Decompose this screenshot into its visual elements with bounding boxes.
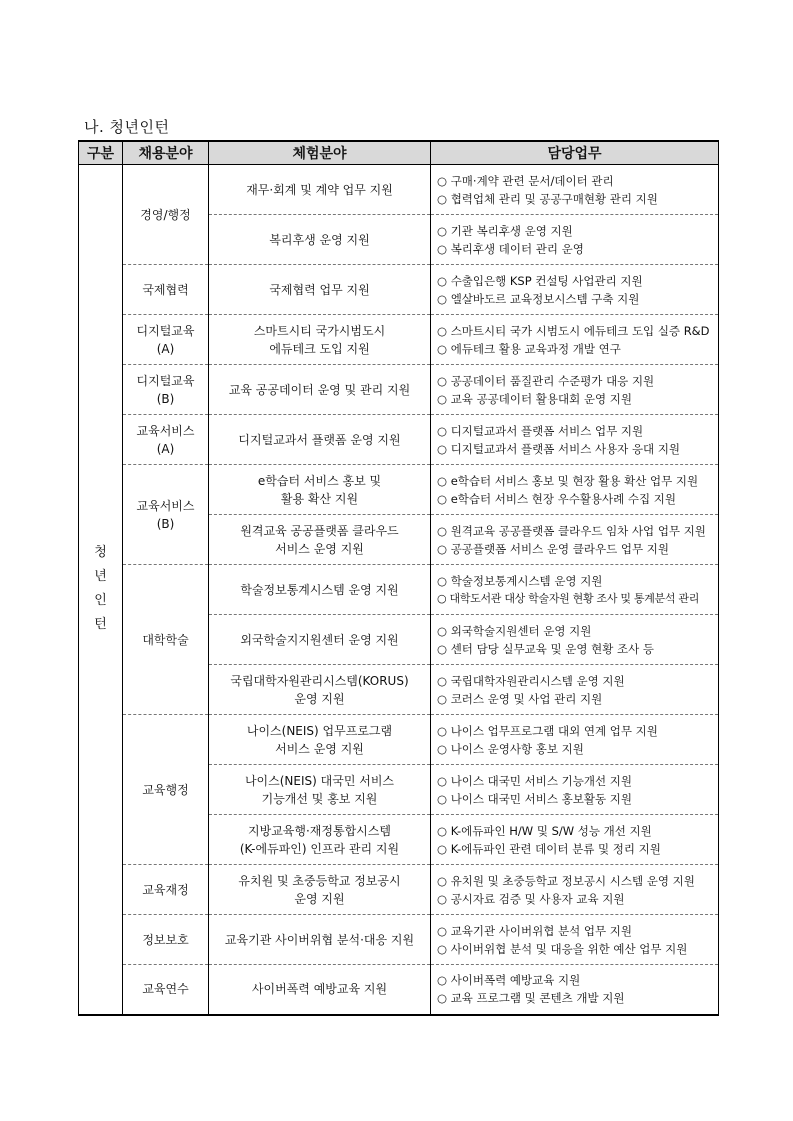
field-cell: 스마트시티 국가시범도시 에듀테크 도입 지원 bbox=[209, 315, 431, 365]
table-row bbox=[79, 465, 719, 515]
field-cell: 국제협력 업무 지원 bbox=[209, 265, 431, 315]
table-row bbox=[79, 165, 719, 215]
table-row bbox=[79, 715, 719, 765]
field-cell: 교육 공공데이터 운영 및 관리 지원 bbox=[209, 365, 431, 415]
field-cell: e학습터 서비스 홍보 및 활용 확산 지원 bbox=[209, 465, 431, 515]
category-cell: 교육재정 bbox=[123, 865, 209, 915]
category-cell: 대학학술 bbox=[123, 565, 209, 715]
duty-cell: ○ 공공데이터 품질관리 수준평가 대응 지원 ○ 교육 공공데이터 활용대회 운영 지원 bbox=[431, 365, 719, 415]
category-cell: 교육서비스 (A) bbox=[123, 415, 209, 465]
field-cell: 나이스(NEIS) 업무프로그램 서비스 운영 지원 bbox=[209, 715, 431, 765]
table-row bbox=[79, 565, 719, 615]
duty-cell: ○ 디지털교과서 플랫폼 서비스 업무 지원 ○ 디지털교과서 플랫폼 서비스 사용자 응대 지원 bbox=[431, 415, 719, 465]
duty-cell: ○ 유치원 및 초중등학교 정보공시 시스템 운영 지원 ○ 공시자료 검증 및 사용자 교육 지원 bbox=[431, 865, 719, 915]
duty-cell: ○ 사이버폭력 예방교육 지원 ○ 교육 프로그램 및 콘텐츠 개발 지원 bbox=[431, 965, 719, 1015]
field-cell: 재무·회계 및 계약 업무 지원 bbox=[209, 165, 431, 215]
table-row bbox=[79, 965, 719, 1015]
field-cell: 나이스(NEIS) 대국민 서비스 기능개선 및 홍보 지원 bbox=[209, 765, 431, 815]
category-cell: 디지털교육 (B) bbox=[123, 365, 209, 415]
duty-cell: ○ K-에듀파인 H/W 및 S/W 성능 개선 지원 ○ K-에듀파인 관련 데이터 분류 및 정리 지원 bbox=[431, 815, 719, 865]
duty-cell: ○ 나이스 대국민 서비스 기능개선 지원 ○ 나이스 대국민 서비스 홍보활동 지원 bbox=[431, 765, 719, 815]
field-cell: 원격교육 공공플랫폼 클라우드 서비스 운영 지원 bbox=[209, 515, 431, 565]
header-category: 채용분야 bbox=[123, 141, 209, 165]
table-row bbox=[79, 865, 719, 915]
table-row bbox=[79, 415, 719, 465]
category-cell: 디지털교육 (A) bbox=[123, 315, 209, 365]
duty-cell: ○ 학술정보통계시스템 운영 지원 ○ 대학도서관 대상 학술자원 현황 조사 및 통계분석 관리 bbox=[431, 565, 719, 615]
group-char: 청 bbox=[94, 545, 107, 561]
duty-cell: ○ 나이스 업무프로그램 대외 연계 업무 지원 ○ 나이스 운영사항 홍보 지원 bbox=[431, 715, 719, 765]
category-cell: 교육연수 bbox=[123, 965, 209, 1015]
duty-cell: ○ 국립대학자원관리시스템 운영 지원 ○ 코러스 운영 및 사업 관리 지원 bbox=[431, 665, 719, 715]
category-cell: 경영/행정 bbox=[123, 165, 209, 265]
table-row bbox=[79, 915, 719, 965]
table-row bbox=[79, 265, 719, 315]
field-cell: 복리후생 운영 지원 bbox=[209, 215, 431, 265]
table-row bbox=[79, 315, 719, 365]
field-cell: 교육기관 사이버위협 분석·대응 지원 bbox=[209, 915, 431, 965]
section-title: 나. 청년인턴 bbox=[84, 118, 170, 136]
category-cell: 교육행정 bbox=[123, 715, 209, 865]
intern-table bbox=[78, 140, 719, 1016]
duty-cell: ○ 외국학술지원센터 운영 지원 ○ 센터 담당 실무교육 및 운영 현황 조사 등 bbox=[431, 615, 719, 665]
category-cell: 국제협력 bbox=[123, 265, 209, 315]
group-cell bbox=[79, 165, 123, 1015]
header-group: 구분 bbox=[79, 141, 123, 165]
field-cell: 디지털교과서 플랫폼 운영 지원 bbox=[209, 415, 431, 465]
duty-cell: ○ 기관 복리후생 운영 지원 ○ 복리후생 데이터 관리 운영 bbox=[431, 215, 719, 265]
field-cell: 유치원 및 초중등학교 정보공시 운영 지원 bbox=[209, 865, 431, 915]
table-row bbox=[79, 365, 719, 415]
group-char: 인 bbox=[94, 593, 107, 609]
duty-cell: ○ 구매·계약 관련 문서/데이터 관리 ○ 협력업체 관리 및 공공구매현황 관리 지원 bbox=[431, 165, 719, 215]
duty-cell: ○ 스마트시티 국가 시범도시 에듀테크 도입 실증 R&D ○ 에듀테크 활용 교육과정 개발 연구 bbox=[431, 315, 719, 365]
field-cell: 학술정보통계시스템 운영 지원 bbox=[209, 565, 431, 615]
category-cell: 교육서비스 (B) bbox=[123, 465, 209, 565]
category-cell: 정보보호 bbox=[123, 915, 209, 965]
duty-cell: ○ e학습터 서비스 홍보 및 현장 활용 확산 업무 지원 ○ e학습터 서비스 현장 우수활용사례 수집 지원 bbox=[431, 465, 719, 515]
header-duty: 담당업무 bbox=[431, 141, 719, 165]
table-body bbox=[79, 165, 719, 1015]
field-cell: 국립대학자원관리시스템(KORUS) 운영 지원 bbox=[209, 665, 431, 715]
duty-cell: ○ 수출입은행 KSP 컨설팅 사업관리 지원 ○ 엘살바도르 교육정보시스템 구축 지원 bbox=[431, 265, 719, 315]
group-char: 년 bbox=[94, 569, 107, 585]
duty-cell: ○ 교육기관 사이버위협 분석 업무 지원 ○ 사이버위협 분석 및 대응을 위한 예산 업무 지원 bbox=[431, 915, 719, 965]
header-field: 체험분야 bbox=[209, 141, 431, 165]
field-cell: 지방교육행·재정통합시스템 (K-에듀파인) 인프라 관리 지원 bbox=[209, 815, 431, 865]
group-char: 턴 bbox=[94, 617, 107, 633]
field-cell: 사이버폭력 예방교육 지원 bbox=[209, 965, 431, 1015]
field-cell: 외국학술지지원센터 운영 지원 bbox=[209, 615, 431, 665]
duty-cell: ○ 원격교육 공공플랫폼 클라우드 임차 사업 업무 지원 ○ 공공플랫폼 서비스 운영 클라우드 업무 지원 bbox=[431, 515, 719, 565]
